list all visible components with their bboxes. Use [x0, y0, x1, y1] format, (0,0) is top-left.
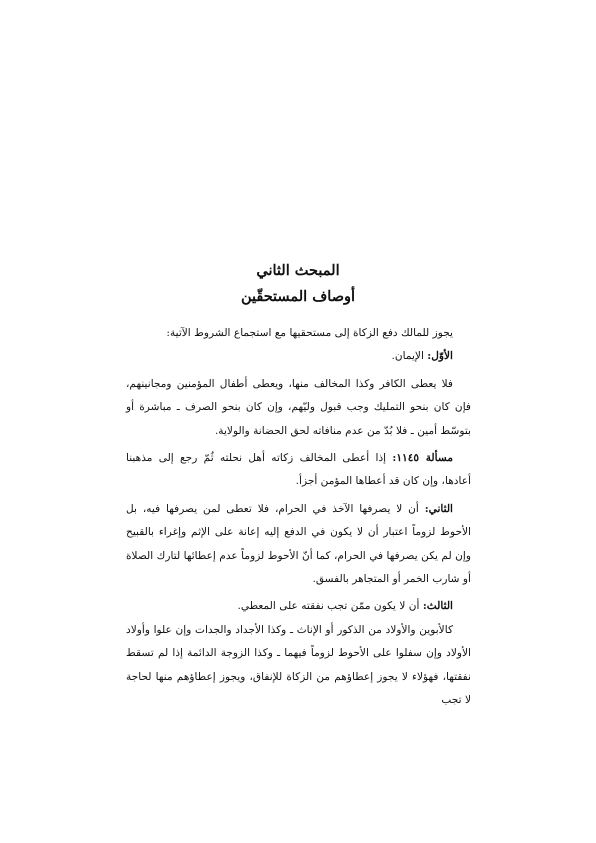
section-number-heading: المبحث الثاني [256, 262, 340, 279]
condition-1-heading [126, 345, 471, 368]
issue-text: إذا أعطى المخالف زكاته أهل نحلته ثُمّ رجع إلى مذهبنا أعادها، وإن كان قد أعطاها المؤمن أجزأ. [126, 452, 471, 488]
document-body [126, 322, 471, 713]
condition-1-text: الإيمان. [391, 350, 428, 363]
condition-2-paragraph [126, 498, 471, 592]
condition-2-text: أن لا يصرفها الآخذ في الحرام، فلا تعطى لمن يصرفها فيه، بل الأحوط لزوماً اعتبار أن لا يكون في الدفع إليه إعانة على الإثم وإغراء بالقبيح وإن لم يكن يصرفها في الحرام، كما أنّ الأحوط لزوماً عدم إعطائها لتارك الصلاة أو شارب الخمر أو المتجاهر بالفسق. [126, 502, 471, 586]
intro-paragraph: يجوز للمالك دفع الزكاة إلى مستحقيها مع استجماع الشروط الآتية: [166, 327, 453, 339]
condition-3-detail: كالأبوين والأولاد من الذكور أو الإناث ـ وكذا الأجداد والجدات وإن علوا وأولاد الأولاد وإن سفلوا على الأحوط لزوماً فيهما ـ وكذا الزوجة الدائمة إذا لم تسقط نفقتها، فهؤلاء لا يجوز إعطاؤهم من الزكاة للإنفاق، ويجوز إعطاؤهم منها لحاجة لا تجب [126, 623, 471, 707]
condition-1-label: الأوّل: [427, 350, 453, 363]
condition-3-text: أن لا يكون ممّن تجب نفقته على المعطي. [237, 600, 423, 613]
condition-3-label: الثالث: [422, 600, 453, 613]
issue-paragraph [126, 447, 471, 494]
condition-2-label: الثاني: [424, 502, 453, 515]
condition-1-detail: فلا يعطى الكافر وكذا المخالف منها، ويعطى أطفال المؤمنين ومجانينهم، فإن كان بنحو التمليك وجب قبول وليّهم، وإن كان بنحو الصرف ـ مباشرة أو بتوسّط أمين ـ فلا بُدّ من عدم منافاته لحق الحضانة والولاية. [126, 377, 471, 437]
issue-label: مسألة ١١٤٥: [392, 452, 453, 465]
section-title-heading: أوصاف المستحقّين [240, 288, 356, 305]
condition-3-heading [126, 595, 471, 618]
section-headings [0, 258, 596, 310]
